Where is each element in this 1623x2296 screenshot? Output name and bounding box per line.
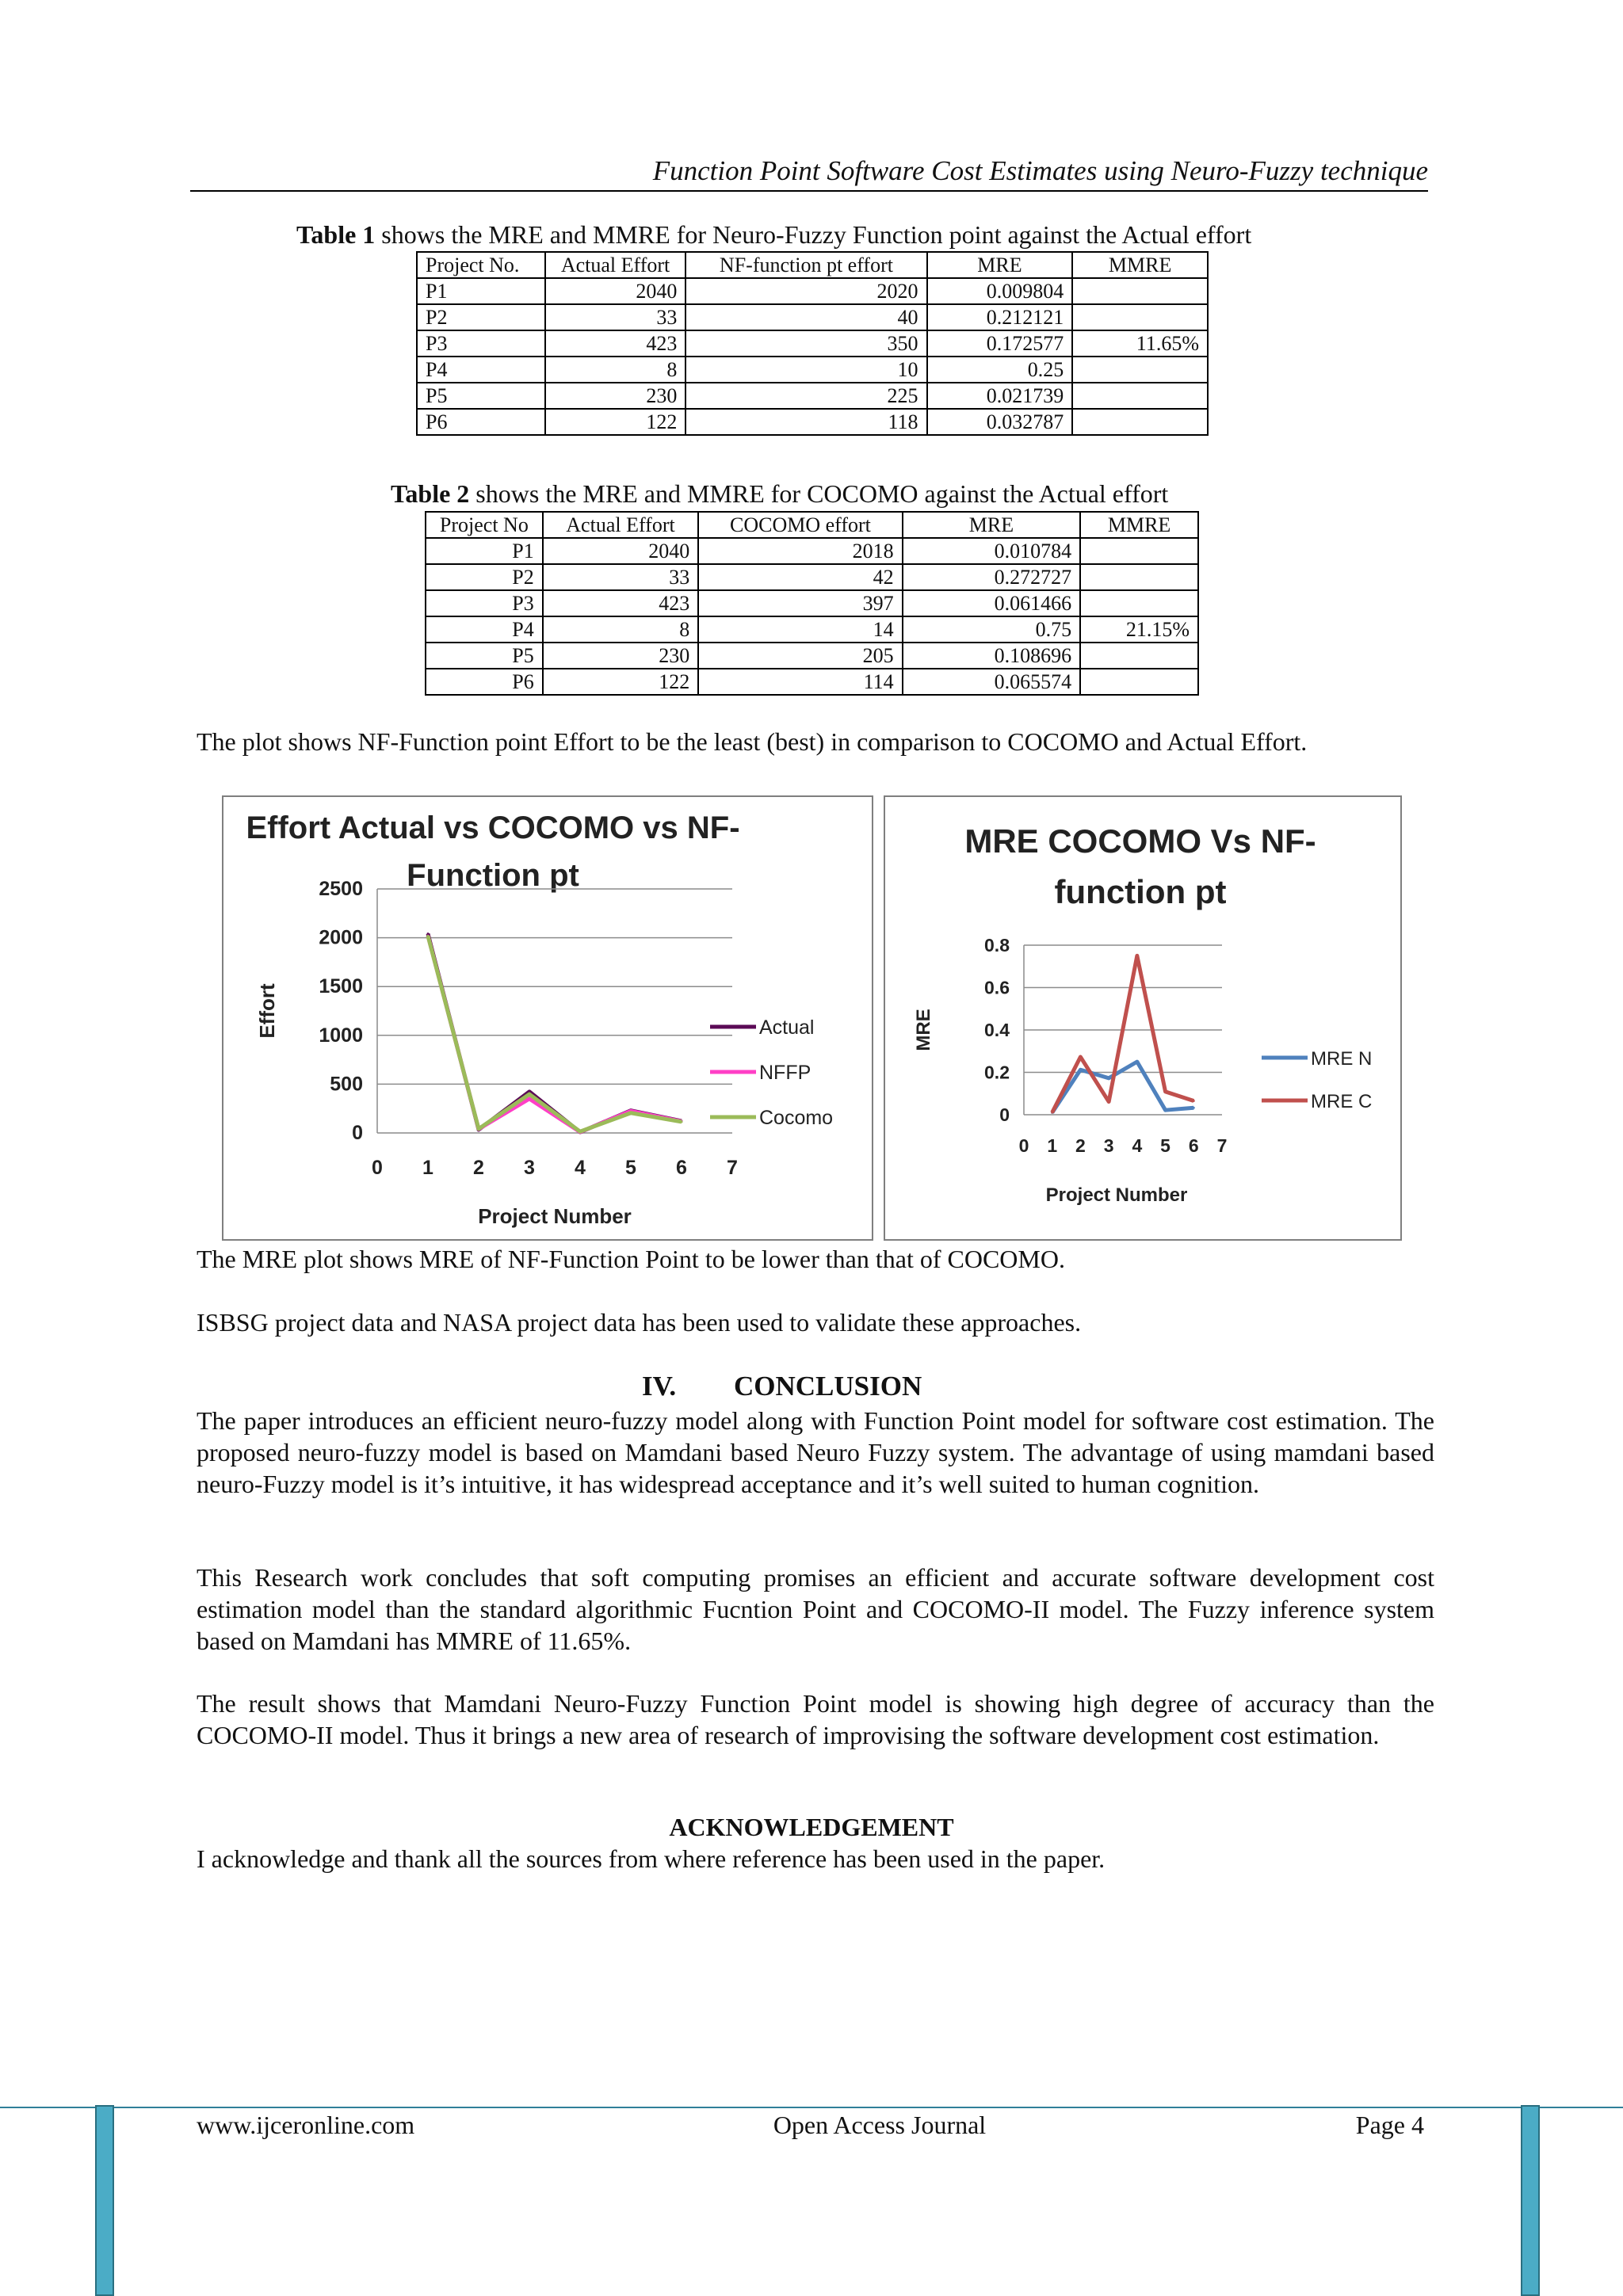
ack-text: I acknowledge and thank all the sources from where reference has been used in the paper. [197, 1844, 1106, 1873]
effort-chart-y-tick-label: 1000 [319, 1024, 363, 1047]
effort-chart-point [427, 935, 430, 937]
table1-cell: 350 [685, 330, 926, 357]
table2-cell: 0.108696 [903, 643, 1081, 669]
effort-chart-title: Function pt [407, 858, 579, 893]
mre-chart-x-tick-label: 2 [1075, 1135, 1086, 1156]
table1-cell: 0.212121 [927, 304, 1073, 330]
effort-chart-legend-label: NFFP [759, 1062, 812, 1084]
mre-chart-point [1136, 1061, 1138, 1063]
mre-chart-title: MRE COCOMO Vs NF- [964, 822, 1316, 860]
mre-chart-x-tick-label: 5 [1160, 1135, 1170, 1156]
table1-row [417, 330, 1208, 357]
effort-chart-point [478, 1127, 480, 1130]
conclusion-heading: CONCLUSION [734, 1371, 922, 1402]
table2-cell: 33 [543, 564, 699, 590]
table2-cell: P4 [426, 616, 543, 643]
conclusion-paragraph-2: This Research work concludes that soft computing promises an efficient and accurate software development cost estimation model than the standard algorithmic Fucntion Point and COCOMO-II model. The Fuzzy inference system based on Mamdani has MMRE of 11.65%. [197, 1563, 1434, 1655]
effort-chart-x-tick-label: 0 [372, 1157, 383, 1179]
mre-chart-point [1136, 955, 1138, 957]
table2-cell [1080, 643, 1198, 669]
effort-chart-x-tick-label: 2 [473, 1157, 484, 1179]
effort-chart-frame [222, 795, 873, 1241]
table2-cell: 0.75 [903, 616, 1081, 643]
table1-cell: 8 [545, 357, 686, 383]
table1-cell: P4 [417, 357, 545, 383]
effort-chart-x-tick-label: 5 [625, 1157, 636, 1179]
table2-cell: 230 [543, 643, 699, 669]
mre-chart-y-tick-label: 0.2 [984, 1062, 1010, 1083]
effort-chart-legend-label: Actual [759, 1016, 815, 1039]
conclusion-number: IV. [642, 1371, 677, 1402]
table2-caption [391, 479, 1168, 509]
table2-row [426, 643, 1198, 669]
mre-chart-point [1164, 1109, 1167, 1112]
plot-note: The plot shows NF-Function point Effort to be the least (best) in comparison to COCOMO and Actual Effort. [197, 727, 1308, 756]
table1-header-cell: MRE [927, 252, 1073, 278]
mre-chart-x-tick-label: 0 [1018, 1135, 1029, 1156]
table2-cell: P3 [426, 590, 543, 616]
table2-row [426, 616, 1198, 643]
table1-cell: 0.172577 [927, 330, 1073, 357]
table1-cell: P5 [417, 383, 545, 409]
table2-cell: 397 [698, 590, 902, 616]
running-header: Function Point Software Cost Estimates using Neuro-Fuzzy technique [652, 155, 1428, 186]
table2-cell: 114 [698, 669, 902, 695]
effort-chart-y-axis-label: Effort [255, 983, 279, 1039]
footer-page: Page 4 [1355, 2111, 1424, 2139]
header-rule [190, 190, 1428, 192]
table2-header-cell: Actual Effort [543, 512, 699, 538]
effort-chart-point [579, 1131, 582, 1133]
table2-row [426, 538, 1198, 564]
table1-cell [1072, 304, 1208, 330]
table1-cell: 33 [545, 304, 686, 330]
table2-label: Table 2 [391, 479, 470, 508]
table1-label: Table 1 [296, 220, 376, 249]
footer-rule [0, 2107, 1623, 2108]
mre-chart-point [1079, 1069, 1082, 1071]
effort-chart-x-tick-label: 7 [727, 1157, 738, 1179]
mre-chart-x-tick-label: 7 [1216, 1135, 1228, 1156]
table1-cell: 0.021739 [927, 383, 1073, 409]
mre-chart-x-tick-label: 6 [1188, 1135, 1199, 1156]
table1-cell: 0.25 [927, 357, 1073, 383]
table2-header-row [426, 512, 1198, 538]
table1-cell: 2040 [545, 278, 686, 304]
mre-chart-x-tick-label: 3 [1103, 1135, 1114, 1156]
table1-cell: 122 [545, 409, 686, 435]
mre-chart-frame [884, 795, 1402, 1241]
effort-chart-point [529, 1093, 531, 1096]
effort-chart-point [529, 1097, 531, 1100]
table2-cell [1080, 538, 1198, 564]
table1-cell: 423 [545, 330, 686, 357]
table2-cell: P2 [426, 564, 543, 590]
mre-chart-x-tick-label: 4 [1132, 1135, 1143, 1156]
table2-cell [1080, 669, 1198, 695]
table1-cell: P1 [417, 278, 545, 304]
validation-note: ISBSG project data and NASA project data has been used to validate these approaches. [197, 1308, 1082, 1337]
mre-chart-title: function pt [1054, 873, 1227, 910]
table1-cell: 10 [685, 357, 926, 383]
effort-chart-series-cocomo [428, 936, 682, 1131]
effort-chart-y-tick-label: 500 [330, 1073, 363, 1096]
conclusion-paragraph-1: The paper introduces an efficient neuro-fuzzy model along with Function Point model for software cost estimation. The proposed neuro-fuzzy model is based on Mamdani based Neuro Fuzzy system. The advantage of using mamdani based neuro-Fuzzy model is it’s intuitive, it has widespread acceptance and it’s well suited to human cognition. [197, 1406, 1434, 1498]
table2-cell [1080, 564, 1198, 590]
table2-cell: 0.061466 [903, 590, 1081, 616]
mre-chart-point [1079, 1056, 1082, 1058]
effort-chart-y-tick-label: 1500 [319, 975, 363, 998]
mre-chart-y-axis-label: MRE [913, 1009, 934, 1051]
effort-chart-x-axis-label: Project Number [478, 1204, 632, 1228]
effort-chart-x-tick-label: 1 [422, 1157, 433, 1179]
table2-cell: 2018 [698, 538, 902, 564]
table1-header-cell: Project No. [417, 252, 545, 278]
table2-cell: 0.065574 [903, 669, 1081, 695]
table1-caption-text: shows the MRE and MMRE for Neuro-Fuzzy Function point against the Actual effort [375, 220, 1252, 249]
table1-header-cell: MMRE [1072, 252, 1208, 278]
mre-chart-point [1164, 1090, 1167, 1093]
table2-header-cell: MMRE [1080, 512, 1198, 538]
table2-cell: 14 [698, 616, 902, 643]
effort-chart-point [681, 1120, 683, 1123]
table1-header-row [417, 252, 1208, 278]
effort-chart [223, 797, 872, 1239]
table2-cell: P1 [426, 538, 543, 564]
table1-cell: 2020 [685, 278, 926, 304]
mre-chart-y-tick-label: 0.4 [984, 1020, 1010, 1040]
mre-chart-x-axis-label: Project Number [1045, 1184, 1188, 1206]
table1-cell: P6 [417, 409, 545, 435]
table1-cell: 118 [685, 409, 926, 435]
effort-chart-x-tick-label: 6 [676, 1157, 687, 1179]
table2-header-cell: Project No [426, 512, 543, 538]
mre-chart-series-mre-c [1052, 955, 1194, 1112]
table1 [416, 251, 1209, 436]
table1-cell: 230 [545, 383, 686, 409]
table1-cell: P2 [417, 304, 545, 330]
table1-cell [1072, 383, 1208, 409]
effort-chart-legend-label: Cocomo [759, 1107, 834, 1129]
effort-chart-y-tick-label: 2000 [319, 926, 363, 949]
table2-cell: 423 [543, 590, 699, 616]
table1-cell: 40 [685, 304, 926, 330]
table1-row [417, 383, 1208, 409]
mre-chart-point [1193, 1107, 1195, 1109]
mre-chart-y-tick-label: 0.6 [984, 977, 1010, 998]
table1-cell [1072, 409, 1208, 435]
table1-row [417, 278, 1208, 304]
table2-cell: P5 [426, 643, 543, 669]
table1-cell: 0.009804 [927, 278, 1073, 304]
table2-cell: 0.272727 [903, 564, 1081, 590]
ack-heading: ACKNOWLEDGEMENT [669, 1813, 954, 1841]
footer-url[interactable]: www.ijceronline.com [197, 2111, 415, 2139]
table2 [425, 511, 1199, 696]
table2-cell: 205 [698, 643, 902, 669]
mre-chart-point [1108, 1077, 1110, 1079]
footer-journal: Open Access Journal [773, 2111, 987, 2139]
table2-row [426, 590, 1198, 616]
effort-chart-x-tick-label: 4 [575, 1157, 586, 1179]
mre-chart-x-tick-label: 1 [1047, 1135, 1058, 1156]
table2-cell: P6 [426, 669, 543, 695]
table2-header-cell: COCOMO effort [698, 512, 902, 538]
mre-chart-point [1108, 1100, 1110, 1103]
table2-row [426, 669, 1198, 695]
mre-chart-legend-label: MRE N [1311, 1048, 1373, 1070]
table2-cell [1080, 590, 1198, 616]
table1-row [417, 409, 1208, 435]
table2-row [426, 564, 1198, 590]
table2-cell: 0.010784 [903, 538, 1081, 564]
conclusion-paragraph-3: The result shows that Mamdani Neuro-Fuzzy Function Point model is showing high degree of accuracy than the COCOMO-II model. Thus it brings a new area of research of improvising the software development cost estimation. [197, 1689, 1434, 1749]
table2-cell: 8 [543, 616, 699, 643]
mre-chart-legend-label: MRE C [1311, 1091, 1373, 1112]
table1-cell [1072, 278, 1208, 304]
table1-header-cell: Actual Effort [545, 252, 686, 278]
table1-cell: 0.032787 [927, 409, 1073, 435]
table2-header-cell: MRE [903, 512, 1081, 538]
mre-chart-point [1051, 1112, 1053, 1114]
table2-cell: 42 [698, 564, 902, 590]
effort-chart-y-tick-label: 2500 [319, 878, 363, 900]
table2-cell: 2040 [543, 538, 699, 564]
table1-row [417, 357, 1208, 383]
effort-chart-series-actual [428, 934, 682, 1132]
table1-cell [1072, 357, 1208, 383]
table2-caption-text: shows the MRE and MMRE for COCOMO against the Actual effort [469, 479, 1169, 508]
table1-cell: 11.65% [1072, 330, 1208, 357]
mre-chart [885, 797, 1400, 1239]
table2-cell: 21.15% [1080, 616, 1198, 643]
mre-chart-y-tick-label: 0 [999, 1104, 1010, 1125]
mre-chart-y-tick-label: 0.8 [984, 935, 1010, 955]
table1-cell: P3 [417, 330, 545, 357]
effort-chart-y-tick-label: 0 [352, 1122, 363, 1144]
mre-note: The MRE plot shows MRE of NF-Function Point to be lower than that of COCOMO. [197, 1245, 1065, 1273]
table1-cell: 225 [685, 383, 926, 409]
table2-cell: 122 [543, 669, 699, 695]
effort-chart-point [630, 1112, 632, 1114]
effort-chart-series-nffp [428, 936, 682, 1132]
table1-caption [296, 220, 1251, 250]
effort-chart-title: Effort Actual vs COCOMO vs NF- [246, 810, 740, 845]
table1-row [417, 304, 1208, 330]
mre-chart-point [1193, 1100, 1195, 1102]
table1-header-cell: NF-function pt effort [685, 252, 926, 278]
effort-chart-x-tick-label: 3 [524, 1157, 535, 1179]
